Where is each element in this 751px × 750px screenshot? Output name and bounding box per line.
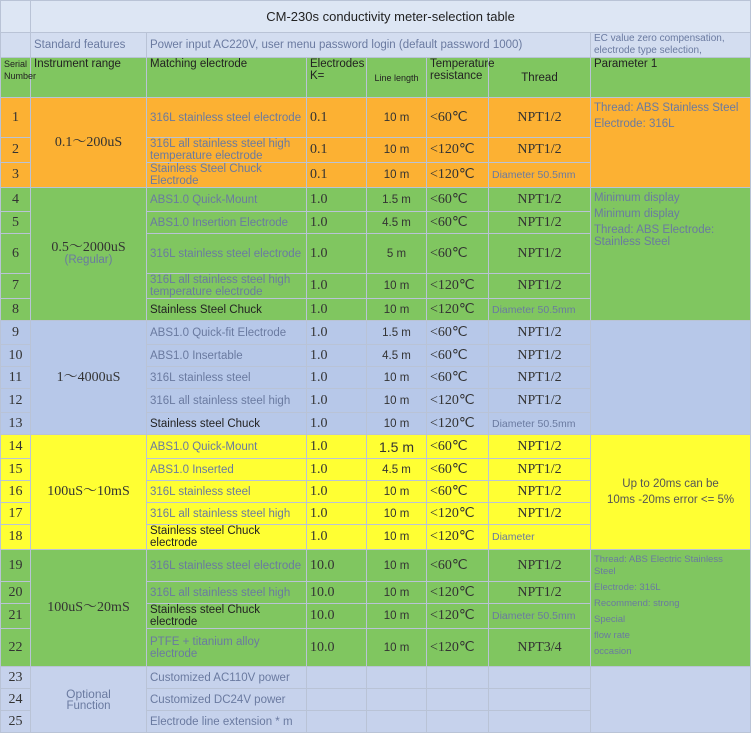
thread: Diameter 50.5mm: [489, 413, 591, 435]
parameter-note-line: Minimum display: [594, 208, 680, 220]
temperature: [427, 667, 489, 689]
instrument-range: [31, 98, 147, 188]
matching-electrode: Stainless steel Chuck: [147, 413, 307, 435]
thread: [489, 667, 591, 689]
range-value: 100uS～20mS: [47, 600, 130, 615]
line-length: 10 m: [367, 274, 427, 299]
thread: NPT1/2: [489, 98, 591, 138]
parameter-note-line: flow rate: [594, 630, 630, 641]
serial-number: 8: [1, 299, 31, 321]
range-sub: (Regular): [64, 254, 113, 266]
header-k: Electrodes K=: [307, 58, 367, 98]
thread: NPT1/2: [489, 481, 591, 503]
range-value: 0.1～200uS: [54, 134, 123, 150]
temperature: <60℃: [427, 345, 489, 367]
serial-number: 18: [1, 525, 31, 550]
matching-electrode: ABS1.0 Inserted: [147, 459, 307, 481]
line-length: 10 m: [367, 163, 427, 188]
electrode-k: 1.0: [307, 367, 367, 389]
matching-electrode: Electrode line extension * m: [147, 711, 307, 733]
line-length: 10 m: [367, 367, 427, 389]
serial-number: 16: [1, 481, 31, 503]
electrode-k: 0.1: [307, 138, 367, 163]
serial-number: 14: [1, 435, 31, 459]
line-length: 1.5 m: [367, 188, 427, 212]
line-length: 10 m: [367, 503, 427, 525]
temperature: <120℃: [427, 629, 489, 667]
instrument-range: [31, 667, 147, 733]
thread: NPT1/2: [489, 321, 591, 345]
parameter-note-line: Thread: ABS Electrode: Stainless Steel: [594, 224, 715, 248]
matching-electrode: 316L stainless steel: [147, 481, 307, 503]
line-length: 10 m: [367, 98, 427, 138]
temperature: <120℃: [427, 604, 489, 629]
temperature: <120℃: [427, 274, 489, 299]
parameter-note: [591, 435, 751, 550]
thread: Diameter 50.5mm: [489, 604, 591, 629]
line-length: 10 m: [367, 550, 427, 582]
matching-electrode: Stainless Steel Chuck: [147, 299, 307, 321]
line-length: 4.5 m: [367, 212, 427, 234]
table-row: [1, 550, 751, 582]
line-length: [367, 667, 427, 689]
parameter-note-line: Thread: ABS Electric Stainless Steel: [594, 554, 723, 577]
table-row: [1, 435, 751, 459]
parameter-note: [591, 321, 751, 435]
features-power: Power input AC220V, user menu password login (default password 1000): [147, 33, 591, 58]
line-length: 10 m: [367, 582, 427, 604]
thread: Diameter 50.5mm: [489, 163, 591, 188]
electrode-k: 10.0: [307, 550, 367, 582]
line-length: 1.5 m: [367, 435, 427, 459]
electrode-k: [307, 667, 367, 689]
serial-number: 20: [1, 582, 31, 604]
range-sub: Function: [66, 699, 111, 712]
thread: NPT1/2: [489, 435, 591, 459]
temperature: <60℃: [427, 321, 489, 345]
table-row: [1, 98, 751, 138]
header-thread: Thread: [489, 58, 591, 98]
electrode-k: 1.0: [307, 234, 367, 274]
temperature: <120℃: [427, 413, 489, 435]
thread: NPT1/2: [489, 234, 591, 274]
matching-electrode: Customized AC110V power: [147, 667, 307, 689]
table-row: [1, 321, 751, 345]
features-label: Standard features: [31, 33, 147, 58]
matching-electrode: 316L all stainless steel high temperature electrode: [147, 138, 307, 163]
thread: NPT1/2: [489, 188, 591, 212]
thread: NPT1/2: [489, 138, 591, 163]
serial-number: 2: [1, 138, 31, 163]
header-param: Parameter 1: [591, 58, 751, 98]
matching-electrode: ABS1.0 Insertion Electrode: [147, 212, 307, 234]
electrode-k: 1.0: [307, 345, 367, 367]
temperature: <60℃: [427, 234, 489, 274]
temperature: <60℃: [427, 435, 489, 459]
serial-number: 1: [1, 98, 31, 138]
header-temp: Temperature resistance: [427, 58, 489, 98]
parameter-note-line: Electrode: 316L: [594, 118, 675, 130]
parameter-note-line: Electrode: 316L: [594, 582, 661, 593]
temperature: <120℃: [427, 389, 489, 413]
electrode-k: 1.0: [307, 299, 367, 321]
electrode-k: [307, 711, 367, 733]
matching-electrode: Stainless steel Chuck electrode: [147, 604, 307, 629]
parameter-note-line: Thread: ABS Stainless Steel: [594, 102, 739, 114]
matching-electrode: 316L stainless steel electrode: [147, 550, 307, 582]
matching-electrode: Stainless steel Chuck electrode: [147, 525, 307, 550]
temperature: <120℃: [427, 299, 489, 321]
matching-electrode: Customized DC24V power: [147, 689, 307, 711]
line-length: 10 m: [367, 389, 427, 413]
matching-electrode: PTFE + titanium alloy electrode: [147, 629, 307, 667]
instrument-range: [31, 188, 147, 321]
parameter-note: [591, 188, 751, 321]
matching-electrode: 316L all stainless steel high: [147, 582, 307, 604]
thread: [489, 711, 591, 733]
temperature: <120℃: [427, 525, 489, 550]
header-matching: Matching electrode: [147, 58, 307, 98]
features-ec: EC value zero compensation, electrode type selection,: [591, 33, 751, 58]
electrode-k: 10.0: [307, 629, 367, 667]
thread: NPT1/2: [489, 367, 591, 389]
temperature: <120℃: [427, 138, 489, 163]
serial-number: 6: [1, 234, 31, 274]
serial-number: 24: [1, 689, 31, 711]
serial-number: 25: [1, 711, 31, 733]
serial-number: 7: [1, 274, 31, 299]
temperature: <120℃: [427, 163, 489, 188]
thread: NPT1/2: [489, 389, 591, 413]
serial-number: 13: [1, 413, 31, 435]
parameter-note: [591, 550, 751, 667]
electrode-k: 1.0: [307, 321, 367, 345]
serial-number: 3: [1, 163, 31, 188]
line-length: 4.5 m: [367, 459, 427, 481]
thread: NPT1/2: [489, 212, 591, 234]
matching-electrode: 316L all stainless steel high: [147, 389, 307, 413]
matching-electrode: 316L stainless steel: [147, 367, 307, 389]
serial-number: 21: [1, 604, 31, 629]
matching-electrode: 316L all stainless steel high temperature electrode: [147, 274, 307, 299]
parameter-note-line: Minimum display: [594, 192, 680, 204]
page-title: CM-230s conductivity meter-selection table: [31, 1, 751, 33]
parameter-note: [591, 667, 751, 733]
parameter-note-line: Recommend: strong: [594, 598, 680, 609]
temperature: <120℃: [427, 503, 489, 525]
serial-number: 17: [1, 503, 31, 525]
line-length: [367, 711, 427, 733]
header-serial: Serial Number: [1, 58, 31, 98]
temperature: <60℃: [427, 481, 489, 503]
serial-number: 10: [1, 345, 31, 367]
instrument-range: [31, 550, 147, 667]
matching-electrode: Stainless Steel Chuck Electrode: [147, 163, 307, 188]
line-length: 10 m: [367, 629, 427, 667]
header-line: Line length: [367, 58, 427, 98]
electrode-k: 1.0: [307, 188, 367, 212]
range-value: 1～4000uS: [56, 369, 121, 385]
matching-electrode: ABS1.0 Quick-fit Electrode: [147, 321, 307, 345]
parameter-note-line: Special: [594, 614, 626, 625]
thread: NPT3/4: [489, 629, 591, 667]
electrode-k: 1.0: [307, 503, 367, 525]
temperature: <60℃: [427, 459, 489, 481]
line-length: 10 m: [367, 525, 427, 550]
electrode-k: 10.0: [307, 582, 367, 604]
serial-number: 9: [1, 321, 31, 345]
electrode-k: 1.0: [307, 274, 367, 299]
line-length: 4.5 m: [367, 345, 427, 367]
electrode-k: 10.0: [307, 604, 367, 629]
line-length: 1.5 m: [367, 321, 427, 345]
line-length: 10 m: [367, 413, 427, 435]
line-length: 5 m: [367, 234, 427, 274]
thread: NPT1/2: [489, 459, 591, 481]
thread: NPT1/2: [489, 550, 591, 582]
line-length: 10 m: [367, 138, 427, 163]
instrument-range: [31, 435, 147, 550]
serial-number: 23: [1, 667, 31, 689]
line-length: 10 m: [367, 299, 427, 321]
table-row: [1, 188, 751, 212]
serial-number: 15: [1, 459, 31, 481]
thread: NPT1/2: [489, 274, 591, 299]
serial-number: 11: [1, 367, 31, 389]
matching-electrode: ABS1.0 Quick-Mount: [147, 435, 307, 459]
thread: NPT1/2: [489, 582, 591, 604]
line-length: 10 m: [367, 481, 427, 503]
electrode-k: 1.0: [307, 389, 367, 413]
temperature: <120℃: [427, 582, 489, 604]
electrode-k: [307, 689, 367, 711]
thread: NPT1/2: [489, 503, 591, 525]
table-row: [1, 667, 751, 689]
temperature: [427, 689, 489, 711]
electrode-k: 0.1: [307, 98, 367, 138]
parameter-note-line: 10ms -20ms error <= 5%: [606, 494, 735, 506]
range-value: 100uS～10mS: [47, 484, 130, 499]
temperature: <60℃: [427, 550, 489, 582]
temperature: <60℃: [427, 188, 489, 212]
instrument-range: [31, 321, 147, 435]
electrode-k: 1.0: [307, 212, 367, 234]
thread: [489, 689, 591, 711]
matching-electrode: 316L all stainless steel high: [147, 503, 307, 525]
matching-electrode: 316L stainless steel electrode: [147, 98, 307, 138]
serial-number: 22: [1, 629, 31, 667]
parameter-note-line: Up to 20ms can be: [622, 478, 719, 490]
electrode-k: 1.0: [307, 413, 367, 435]
electrode-k: 1.0: [307, 435, 367, 459]
electrode-k: 1.0: [307, 459, 367, 481]
range-value: 0.5～2000uS: [51, 240, 126, 255]
temperature: <60℃: [427, 212, 489, 234]
temperature: <60℃: [427, 98, 489, 138]
parameter-note: [591, 98, 751, 188]
matching-electrode: 316L stainless steel electrode: [147, 234, 307, 274]
temperature: <60℃: [427, 367, 489, 389]
thread: Diameter 50.5mm: [489, 299, 591, 321]
parameter-note-line: occasion: [594, 646, 632, 657]
range-value: Optional: [66, 686, 111, 701]
serial-number: 19: [1, 550, 31, 582]
electrode-k: 1.0: [307, 481, 367, 503]
thread: NPT1/2: [489, 345, 591, 367]
serial-number: 12: [1, 389, 31, 413]
electrode-k: 1.0: [307, 525, 367, 550]
matching-electrode: ABS1.0 Insertable: [147, 345, 307, 367]
serial-number: 4: [1, 188, 31, 212]
thread: Diameter: [489, 525, 591, 550]
header-range: Instrument range: [31, 58, 147, 98]
electrode-k: 0.1: [307, 163, 367, 188]
matching-electrode: ABS1.0 Quick-Mount: [147, 188, 307, 212]
serial-number: 5: [1, 212, 31, 234]
line-length: 10 m: [367, 604, 427, 629]
temperature: [427, 711, 489, 733]
line-length: [367, 689, 427, 711]
